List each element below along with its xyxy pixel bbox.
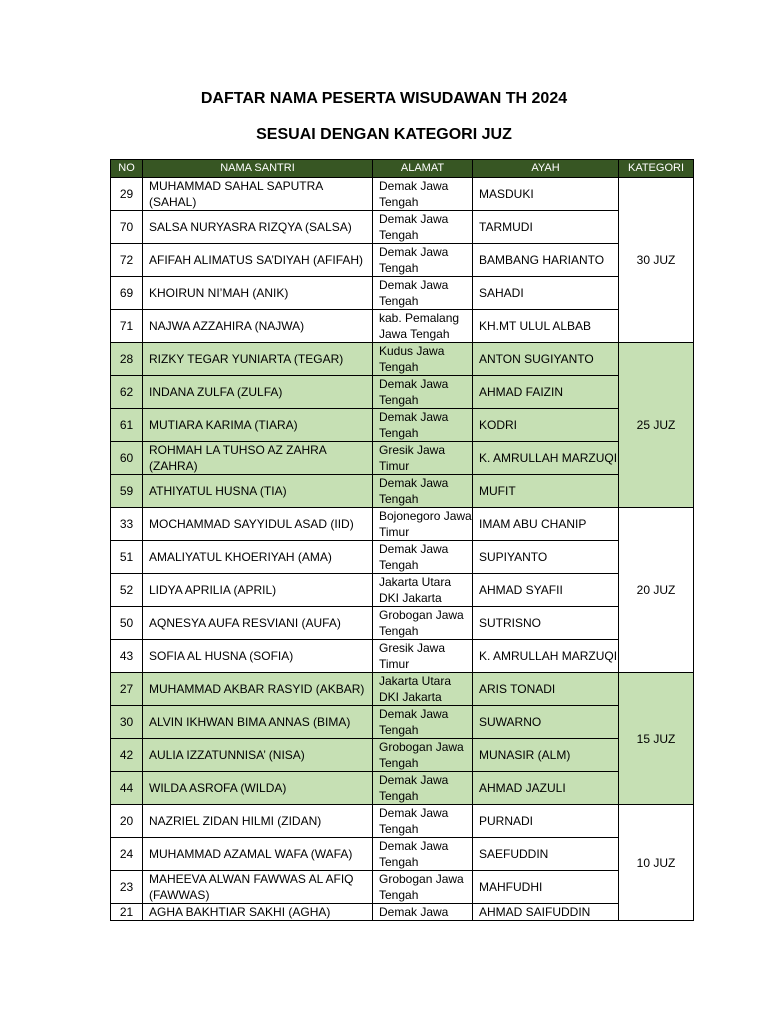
cell-alamat: Demak Jawa Tengah: [373, 376, 473, 409]
table-row: [111, 904, 694, 921]
cell-nama: MUHAMMAD AKBAR RASYID (AKBAR): [143, 673, 373, 706]
cell-alamat: Demak Jawa: [373, 904, 473, 921]
table-row: [111, 211, 694, 244]
table-row: [111, 607, 694, 640]
participants-table: [110, 159, 694, 921]
cell-nama: ATHIYATUL HUSNA (TIA): [143, 475, 373, 508]
cell-ayah: MUNASIR (ALM): [473, 739, 619, 772]
cell-ayah: MAHFUDHI: [473, 871, 619, 904]
table-row: [111, 310, 694, 343]
cell-nama: MUTIARA KARIMA (TIARA): [143, 409, 373, 442]
cell-no: 24: [111, 838, 143, 871]
cell-ayah: SAEFUDDIN: [473, 838, 619, 871]
cell-nama: MAHEEVA ALWAN FAWWAS AL AFIQ (FAWWAS): [143, 871, 373, 904]
cell-ayah: IMAM ABU CHANIP: [473, 508, 619, 541]
cell-no: 28: [111, 343, 143, 376]
page-subtitle: SESUAI DENGAN KATEGORI JUZ: [256, 126, 512, 143]
table-row: [111, 343, 694, 376]
cell-alamat: Bojonegoro Jawa Timur: [373, 508, 473, 541]
cell-no: 72: [111, 244, 143, 277]
cell-alamat: Demak Jawa Tengah: [373, 838, 473, 871]
header-nama-santri: NAMA SANTRI: [143, 160, 373, 178]
cell-alamat: Grobogan Jawa Tengah: [373, 871, 473, 904]
cell-nama: AFIFAH ALIMATUS SA’DIYAH (AFIFAH): [143, 244, 373, 277]
header-ayah: AYAH: [473, 160, 619, 178]
table-row: [111, 640, 694, 673]
cell-alamat: Demak Jawa Tengah: [373, 178, 473, 211]
cell-alamat: Jakarta Utara DKI Jakarta: [373, 673, 473, 706]
cell-no: 51: [111, 541, 143, 574]
table-row: [111, 772, 694, 805]
cell-no: 69: [111, 277, 143, 310]
table-row: [111, 442, 694, 475]
table-row: [111, 475, 694, 508]
cell-no: 60: [111, 442, 143, 475]
cell-ayah: KH.MT ULUL ALBAB: [473, 310, 619, 343]
cell-ayah: SUPIYANTO: [473, 541, 619, 574]
cell-nama: AMALIYATUL KHOERIYAH (AMA): [143, 541, 373, 574]
cell-alamat: Demak Jawa Tengah: [373, 277, 473, 310]
cell-no: 30: [111, 706, 143, 739]
category-15-juz: 15 JUZ: [619, 673, 694, 805]
cell-alamat: Demak Jawa Tengah: [373, 244, 473, 277]
cell-alamat: Demak Jawa Tengah: [373, 475, 473, 508]
cell-nama: AULIA IZZATUNNISA’ (NISA): [143, 739, 373, 772]
cell-no: 20: [111, 805, 143, 838]
page-title: DAFTAR NAMA PESERTA WISUDAWAN TH 2024: [200, 90, 568, 107]
cell-nama: ROHMAH LA TUHSO AZ ZAHRA (ZAHRA): [143, 442, 373, 475]
table-row: [111, 244, 694, 277]
table-row: [111, 178, 694, 211]
cell-no: 27: [111, 673, 143, 706]
cell-alamat: Grobogan Jawa Tengah: [373, 607, 473, 640]
cell-no: 42: [111, 739, 143, 772]
cell-no: 59: [111, 475, 143, 508]
cell-ayah: KODRI: [473, 409, 619, 442]
cell-nama: AQNESYA AUFA RESVIANI (AUFA): [143, 607, 373, 640]
cell-nama: NAJWA AZZAHIRA (NAJWA): [143, 310, 373, 343]
cell-no: 50: [111, 607, 143, 640]
cell-ayah: ANTON SUGIYANTO: [473, 343, 619, 376]
cell-nama: RIZKY TEGAR YUNIARTA (TEGAR): [143, 343, 373, 376]
category-25-juz: 25 JUZ: [619, 343, 694, 508]
cell-alamat: Demak Jawa Tengah: [373, 805, 473, 838]
cell-no: 23: [111, 871, 143, 904]
cell-ayah: BAMBANG HARIANTO: [473, 244, 619, 277]
cell-ayah: MASDUKI: [473, 178, 619, 211]
cell-no: 71: [111, 310, 143, 343]
cell-alamat: Demak Jawa Tengah: [373, 772, 473, 805]
table-row: [111, 805, 694, 838]
cell-alamat: Demak Jawa Tengah: [373, 211, 473, 244]
table-row: [111, 541, 694, 574]
cell-no: 70: [111, 211, 143, 244]
cell-nama: KHOIRUN NI’MAH (ANIK): [143, 277, 373, 310]
cell-ayah: K. AMRULLAH MARZUQI: [473, 640, 619, 673]
cell-no: 29: [111, 178, 143, 211]
cell-no: 52: [111, 574, 143, 607]
header-no: NO: [111, 160, 143, 178]
table-row: [111, 277, 694, 310]
category-30-juz: 30 JUZ: [619, 178, 694, 343]
cell-nama: SOFIA AL HUSNA (SOFIA): [143, 640, 373, 673]
cell-alamat: Gresik Jawa Timur: [373, 442, 473, 475]
cell-no: 61: [111, 409, 143, 442]
table-row: [111, 508, 694, 541]
cell-ayah: SUTRISNO: [473, 607, 619, 640]
table-row: [111, 871, 694, 904]
cell-ayah: AHMAD FAIZIN: [473, 376, 619, 409]
cell-no: 44: [111, 772, 143, 805]
table-row: [111, 706, 694, 739]
cell-ayah: SUWARNO: [473, 706, 619, 739]
header-alamat: ALAMAT: [373, 160, 473, 178]
cell-nama: NAZRIEL ZIDAN HILMI (ZIDAN): [143, 805, 373, 838]
category-10-juz: 10 JUZ: [619, 805, 694, 921]
cell-nama: MUHAMMAD AZAMAL WAFA (WAFA): [143, 838, 373, 871]
table-row: [111, 376, 694, 409]
cell-no: 33: [111, 508, 143, 541]
cell-ayah: AHMAD SYAFII: [473, 574, 619, 607]
table-header-row: [111, 160, 694, 178]
cell-nama: ALVIN IKHWAN BIMA ANNAS (BIMA): [143, 706, 373, 739]
category-20-juz: 20 JUZ: [619, 508, 694, 673]
table-row: [111, 409, 694, 442]
cell-alamat: Jakarta Utara DKI Jakarta: [373, 574, 473, 607]
cell-alamat: Kudus Jawa Tengah: [373, 343, 473, 376]
table-row: [111, 838, 694, 871]
cell-ayah: SAHADI: [473, 277, 619, 310]
cell-alamat: Demak Jawa Tengah: [373, 541, 473, 574]
cell-nama: AGHA BAKHTIAR SAKHI (AGHA): [143, 904, 373, 921]
cell-ayah: K. AMRULLAH MARZUQI: [473, 442, 619, 475]
cell-nama: SALSA NURYASRA RIZQYA (SALSA): [143, 211, 373, 244]
cell-no: 62: [111, 376, 143, 409]
cell-alamat: Grobogan Jawa Tengah: [373, 739, 473, 772]
cell-ayah: PURNADI: [473, 805, 619, 838]
cell-ayah: TARMUDI: [473, 211, 619, 244]
cell-alamat: kab. Pemalang Jawa Tengah: [373, 310, 473, 343]
table-row: [111, 574, 694, 607]
cell-ayah: AHMAD SAIFUDDIN: [473, 904, 619, 921]
cell-alamat: Gresik Jawa Timur: [373, 640, 473, 673]
cell-ayah: MUFIT: [473, 475, 619, 508]
cell-alamat: Demak Jawa Tengah: [373, 706, 473, 739]
cell-nama: MOCHAMMAD SAYYIDUL ASAD (IID): [143, 508, 373, 541]
cell-no: 21: [111, 904, 143, 921]
cell-no: 43: [111, 640, 143, 673]
table-row: [111, 673, 694, 706]
cell-nama: LIDYA APRILIA (APRIL): [143, 574, 373, 607]
header-kategori: KATEGORI: [619, 160, 694, 178]
cell-nama: MUHAMMAD SAHAL SAPUTRA (SAHAL): [143, 178, 373, 211]
cell-alamat: Demak Jawa Tengah: [373, 409, 473, 442]
cell-ayah: AHMAD JAZULI: [473, 772, 619, 805]
cell-nama: WILDA ASROFA (WILDA): [143, 772, 373, 805]
table-row: [111, 739, 694, 772]
cell-nama: INDANA ZULFA (ZULFA): [143, 376, 373, 409]
cell-ayah: ARIS TONADI: [473, 673, 619, 706]
